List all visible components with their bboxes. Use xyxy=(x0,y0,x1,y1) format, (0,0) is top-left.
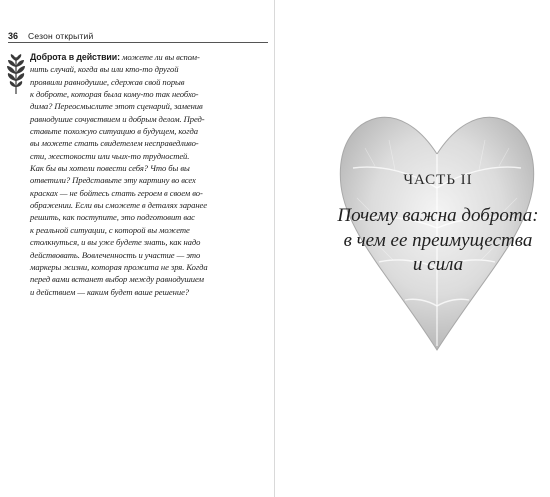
text-line: красках — не бойтесь стать героем в своем во- xyxy=(30,187,203,198)
text-line: к доброте, которая была кому-то так необхо- xyxy=(30,89,199,100)
text-line: решить, как поступите, это подготовит вас xyxy=(30,212,195,223)
body-text xyxy=(30,51,238,298)
text-line: ставьте похожую ситуацию в будущем, когда xyxy=(30,126,198,137)
text-line: вы можете стать свидетелем несправедливо- xyxy=(30,138,199,149)
text-line: ображении. Если вы сможете в деталях заранее xyxy=(30,200,207,211)
text-line: равнодушие сочувствием и добрым делом. Пред- xyxy=(30,113,205,124)
part-label: ЧАСТЬ II xyxy=(403,172,473,188)
running-title: Сезон открытий xyxy=(28,31,94,41)
running-head xyxy=(8,30,268,43)
text-line: к реальной ситуации, с которой вы можете xyxy=(30,224,190,235)
text-line: Как бы вы хотели повести себя? Что бы вы xyxy=(30,163,190,174)
text-line: маркеры жизни, которая прожита не зря. Когда xyxy=(30,261,208,272)
part-title xyxy=(321,204,550,278)
part-title-line: Почему важна доброта: xyxy=(337,205,539,226)
part-title-line: в чем ее преимущества xyxy=(343,229,533,251)
text-line: и действием — каким будет ваше решение? xyxy=(30,286,190,297)
text-line: перед вами встанет выбор между равнодушием xyxy=(30,274,204,285)
part-title-line: и сила xyxy=(412,254,464,275)
text-line: нить случай, когда вы или кто-то другой xyxy=(30,64,179,75)
text-line: действовать. Вовлеченность и участие — это xyxy=(30,249,201,260)
right-page xyxy=(275,0,550,497)
page-number: 36 xyxy=(8,31,19,41)
text-line: Доброта в действии: можете ли вы вспом- xyxy=(30,52,200,62)
text-line: проявили равнодушие, сдержав свой порыв xyxy=(30,76,185,87)
text-line: ответили? Представьте эту картину во всех xyxy=(30,175,196,186)
left-page xyxy=(0,0,274,497)
leaf-icon xyxy=(6,54,26,94)
text-line: дима? Переосмыслите этот сценарий, заменив xyxy=(30,101,203,112)
lead-in: Доброта в действии: xyxy=(30,52,120,62)
text-line: сти, жестокости или чьих-то трудностей. xyxy=(30,150,190,161)
text-line: столкнуться, и вы уже будете знать, как надо xyxy=(30,237,201,248)
